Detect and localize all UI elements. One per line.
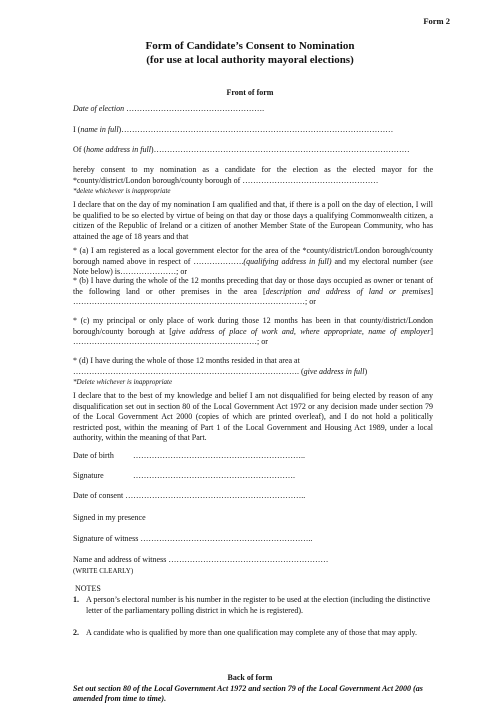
option-d-paragraph[interactable] (73, 356, 433, 377)
witness-signature-dots: ……………………………………………………….. (140, 534, 313, 543)
date-of-birth-dots: ……………………………………………………….. (133, 451, 305, 460)
home-label: home address in full (86, 145, 151, 154)
name-suffix: ) (118, 125, 122, 134)
signature-dots: ……………………………………………………. (133, 471, 295, 480)
front-of-form-heading: Front of form (226, 88, 274, 97)
opt-d-italic-1: give address in full (303, 366, 365, 376)
note-text: A candidate who is qualified by more than one qualification may complete any of those that may apply. (86, 628, 417, 637)
delete-note-2: *Delete whichever is inappropriate (73, 378, 173, 386)
note-item (73, 595, 433, 627)
option-a-paragraph[interactable] (73, 246, 433, 278)
note-number: 2. (73, 628, 79, 637)
opt-b-italic-1: description and address of land or premises (265, 286, 431, 296)
date-of-consent-field[interactable] (73, 491, 433, 502)
home-suffix: ) (150, 145, 154, 154)
home-address-line[interactable] (73, 145, 433, 156)
home-prefix: Of ( (73, 145, 87, 154)
opt-a-text-2: and my electoral number ( (331, 256, 423, 266)
opt-c-text-2: ] ……………………………………………………………; or (73, 326, 434, 346)
opt-d-text-2: …………………………………………………………………………. ( (73, 366, 304, 376)
date-of-birth-field[interactable] (73, 451, 433, 462)
back-of-form-text: Set out section 80 of the Local Government Act 1972 and section 79 of the Local Government Act 2000 (as amended from time to time). (73, 684, 423, 703)
date-of-consent-dots: ………………………………………………………….. (125, 491, 306, 500)
date-of-election-line[interactable] (73, 104, 433, 115)
form-subtitle: (for use at local authority mayoral elections) (146, 54, 354, 66)
witness-signature-label: Signature of witness (73, 534, 139, 543)
name-prefix: I ( (73, 125, 81, 134)
witness-name-dots: …………………………………………………… (168, 555, 329, 564)
delete-note-1: *delete whichever is inappropriate (73, 187, 171, 195)
opt-b-text-2: ] ……………………………………………………………………………; or (73, 286, 433, 306)
opt-b-text-1: * (b) I have during the whole of the 12 months preceding that day or those days occupied as owner or tenant of the following land or other premises in the area [ (73, 276, 433, 296)
opt-a-italic-1: (qualifying address in full) (243, 256, 332, 266)
declaration-paragraph: I declare that on the day of my nomination I am qualified and that, if there is a poll on the day of election, I will be qualified to be so elected by virtue of being on that day or those days a qualifying Commonwealth citizen, a citizen of the Republic of Ireland or a citizen of another Member State of the European Community, who has attained the age of 18 years and that (73, 200, 433, 241)
opt-a-italic-2: see (422, 256, 433, 266)
note-number: 1. (73, 595, 79, 604)
opt-c-text-1: * (c) my principal or only place of work during those 12 months has been in that county/district/London borough/county borough at [ (73, 316, 433, 336)
name-in-full-line[interactable] (73, 125, 433, 136)
option-c-paragraph[interactable] (73, 316, 433, 348)
home-dots: …………………………………………………………………………………… (153, 145, 410, 154)
note-item (73, 628, 433, 650)
note-text: A person’s electoral number is his number in the register to be used at the election (including the distinctive letter of the parliamentary polling district in which he is registered). (86, 595, 431, 615)
witness-signature-field[interactable] (73, 534, 433, 545)
opt-a-text-3: Note below) is…………………; or (73, 267, 187, 276)
opt-d-text-3: ) (364, 366, 368, 376)
opt-a-text-1: * (a) I am registered as a local government elector for the area of the *county/district/London borough/county borough named above in respect of ………………. (73, 246, 433, 266)
form-number: Form 2 (423, 16, 450, 26)
back-of-form-heading: Back of form (227, 673, 273, 682)
option-b-paragraph[interactable] (73, 276, 433, 308)
opt-d-text-1: * (d) I have during the whole of those 12 months resided in that area at (73, 356, 300, 365)
date-of-birth-label: Date of birth (73, 451, 114, 460)
name-dots: ………………………………………………………………………………………… (121, 125, 394, 134)
witness-name-label: Name and address of witness (73, 555, 167, 564)
witness-name-address-field[interactable] (73, 555, 433, 566)
opt-c-italic-1: give address of place of work and, where appropriate, name of employer (171, 326, 431, 336)
write-clearly-note: (WRITE CLEARLY) (73, 567, 134, 575)
consent-paragraph: hereby consent to my nomination as a candidate for the election as the elected mayor for the *county/district/London borough/county borough of …………………………………………… (73, 165, 433, 185)
signature-label: Signature (73, 471, 104, 480)
date-of-election-label: Date of election (73, 104, 125, 113)
name-label: name in full (80, 125, 119, 134)
notes-heading: NOTES (75, 584, 101, 593)
disqualification-paragraph: I declare that to the best of my knowledge and belief I am not disqualified for being elected by reason of any disqualification set out in section 80 of the Local Government Act 1972 or any decision made under section 79 of the Local Government Act 2000 (copies of which are printed overleaf), and I do not hold a politically restricted post, within the meaning of Part 1 of the Local Government and Housing Act 1989, under a local authority, within the meaning of that Part. (73, 391, 433, 442)
form-title: Form of Candidate’s Consent to Nomination (145, 40, 355, 52)
signature-field[interactable] (73, 471, 433, 482)
date-of-consent-label: Date of consent (73, 491, 124, 500)
date-of-election-dots: ……………………………………………. (126, 104, 265, 113)
signed-in-presence: Signed in my presence (73, 513, 146, 522)
